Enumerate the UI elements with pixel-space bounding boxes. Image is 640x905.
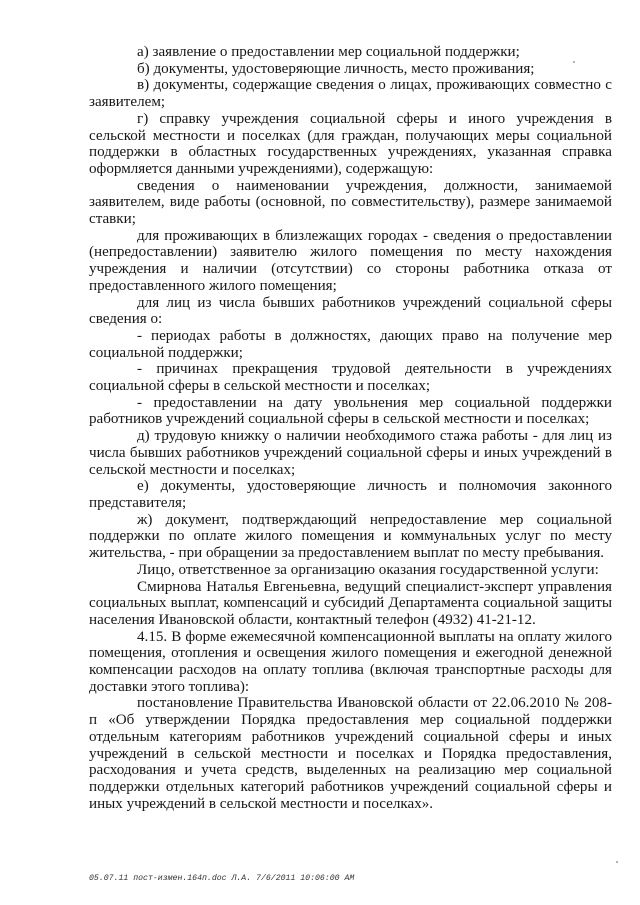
paragraph-position-info: сведения о наименовании учреждения, должности, занимаемой заявителем, виде работы (основной, по совместительству), размере занимаемой ставки;	[89, 177, 612, 228]
paragraph-nearby-cities: для проживающих в близлежащих городах - сведения о предоставлении (непредоставлении) заявителю жилого помещения по месту нахождения учреждения и наличии (отсутствии) со стороны работника отказа от предоставленного жилого помещения;	[89, 227, 612, 294]
paragraph-item-d: д) трудовую книжку о наличии необходимого стажа работы - для лиц из числа бывших работников учреждений социальной сферы и иных учреждений в сельской местности и поселках;	[89, 428, 612, 478]
paragraph-responsible-person: Лицо, ответственное за организацию оказания государственной услуги:	[137, 561, 599, 578]
paragraph-resolution: постановление Правительства Ивановской области от 22.06.2010 № 208-п «Об утверждении Порядка предоставления мер социальной поддержки отдельным категориям работников учреждений социальной сферы и иных учреждений в сельской местности и поселках и Порядка предоставления, расходования и учета средств, выделенных на реализацию мер социальной поддержки отдельных категорий работников учреждений социальной сферы и иных учреждений в сельской местности и поселках».	[89, 695, 612, 812]
document-body	[89, 44, 612, 812]
paragraph-section-4-15: 4.15. В форме ежемесячной компенсационной выплаты на оплату жилого помещения, отопления и освещения жилого помещения и ежегодной денежной компенсации расходов на оплату топлива (включая транспортные расходы для доставки этого топлива):	[89, 628, 612, 695]
paragraph-work-periods: - периодах работы в должностях, дающих право на получение мер социальной поддержки;	[89, 327, 612, 361]
paragraph-item-g: г) справку учреждения социальной сферы и иного учреждения в сельской местности и поселках (для граждан, получающих меры социальной поддержки в областных государственных учреждениях, указанная справка оформляется данными учреждениями), содержащую:	[89, 110, 612, 177]
scan-speck	[616, 861, 618, 863]
paragraph-former-workers: для лиц из числа бывших работников учреждений социальной сферы сведения о:	[89, 294, 612, 328]
paragraph-item-e: е) документы, удостоверяющие личность и полномочия законного представителя;	[89, 478, 612, 511]
paragraph-item-v: в) документы, содержащие сведения о лицах, проживающих совместно с заявителем;	[89, 77, 612, 111]
paragraph-termination-reasons: - причинах прекращения трудовой деятельности в учреждениях социальной сферы в сельской местности и поселках;	[89, 361, 612, 395]
paragraph-contact-info: Смирнова Наталья Евгеньевна, ведущий специалист-эксперт управления социальных выплат, компенсаций и субсидий Департамента социальной защиты населения Ивановской области, контактный телефон (4932) 41-21-12.	[89, 578, 612, 628]
paragraph-support-on-dismissal: - предоставлении на дату увольнения мер социальной поддержки работников учреждений социальной сферы в сельской местности и поселках;	[89, 394, 612, 428]
paragraph-item-zh: ж) документ, подтверждающий непредоставление мер социальной поддержки по оплате жилого помещения и коммунальных услуг по месту жительства, - при обращении за предоставлением выплат по месту пребывания.	[89, 511, 612, 562]
scan-speck	[573, 61, 575, 63]
footer-file-info: 05.07.11 пост-измен.164п.doc Л.А. 7/6/2011 10:06:00 AM	[89, 874, 355, 883]
paragraph-item-a: а) заявление о предоставлении мер социальной поддержки;	[137, 44, 520, 60]
paragraph-item-b: б) документы, удостоверяющие личность, место проживания;	[137, 60, 535, 77]
